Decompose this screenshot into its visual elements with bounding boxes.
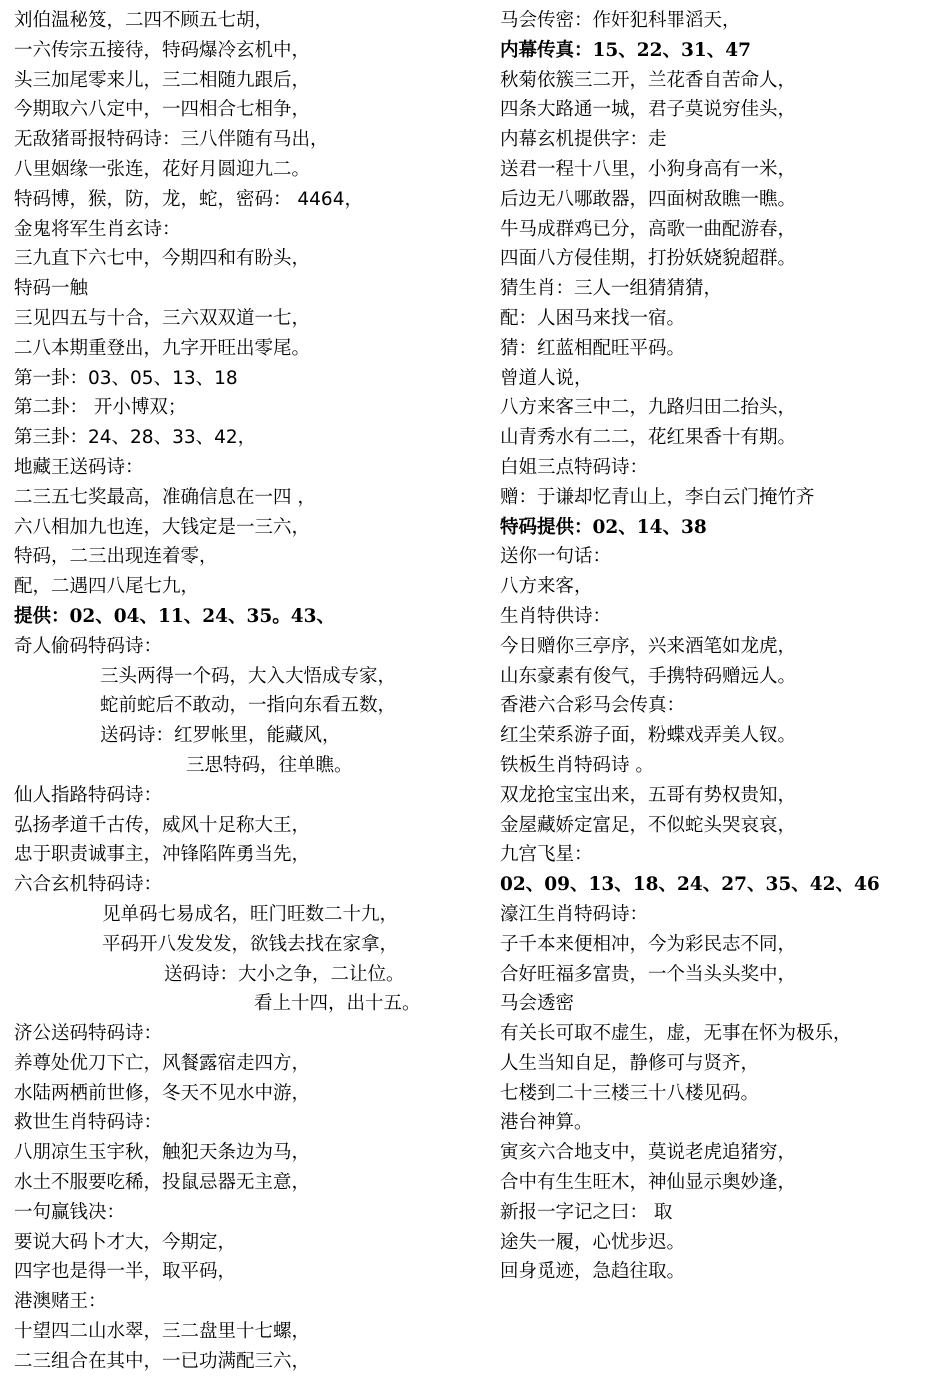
text-line: 第一卦：03、05、13、18 xyxy=(14,367,238,389)
text-line: 第三卦：24、28、33、42， xyxy=(14,427,257,449)
section-heading: 送你一句话： xyxy=(500,546,612,568)
text-line: 三头两得一个码，大入大悟成专家， xyxy=(100,665,397,687)
text-line: 四面八方侵佳期，打扮妖娆貌超群。 xyxy=(500,248,797,270)
text-line: 一六传宗五接待，特码爆冷玄机中， xyxy=(14,39,311,61)
text-line: 头三加尾零来儿，三二相随九跟后， xyxy=(14,69,311,91)
text-line: 今日赠你三亭序，兴来酒笔如龙虎， xyxy=(500,635,797,657)
text-line: 回身觅迹，急趋往取。 xyxy=(500,1261,686,1283)
text-line: 四字也是得一半，取平码， xyxy=(14,1261,237,1283)
section-heading: 地藏王送码诗： xyxy=(14,456,144,478)
section-heading: 仙人指路特码诗： xyxy=(14,784,163,806)
text-line: 合中有生生旺木，神仙显示奥妙逢， xyxy=(500,1172,797,1194)
text-line: 弘扬孝道千古传，威风十足称大王， xyxy=(14,814,311,836)
text-line: 八方来客， xyxy=(500,576,593,598)
text-line: 八里姻缘一张连，花好月圆迎九二。 xyxy=(14,158,311,180)
text-line: 水陆两栖前世修，冬天不见水中游， xyxy=(14,1082,311,1104)
text-line: 人生当知自足，静修可与贤齐， xyxy=(500,1052,760,1074)
text-line: 特码一触 xyxy=(14,278,89,300)
text-line: 二三五七奖最高，准确信息在一四 ， xyxy=(14,486,316,508)
text-line: 七楼到二十三楼三十八楼见码。 xyxy=(500,1082,760,1104)
text-line: 猜：红蓝相配旺平码。 xyxy=(500,337,686,359)
section-heading: 白姐三点特码诗： xyxy=(500,456,649,478)
text-line: 八方来客三中二，九路归田二抬头， xyxy=(500,397,797,419)
section-heading: 济公送码特码诗： xyxy=(14,1023,163,1045)
text-line: 新报一字记之曰： 取 xyxy=(500,1201,673,1223)
text-line: 有关长可取不虚生，虚，无事在怀为极乐， xyxy=(500,1023,852,1045)
text-line: 二八本期重登出，九字开旺出零尾。 xyxy=(14,337,311,359)
text-line: 子千本来便相冲，今为彩民志不同， xyxy=(500,933,797,955)
text-line: 后边无八哪敢器，四面树敌瞧一瞧。 xyxy=(500,188,797,210)
text-line: 送码诗：红罗帐里，能藏风， xyxy=(100,725,341,747)
text-line: 山青秀水有二二，花红果香十有期。 xyxy=(500,427,797,449)
text-line: 无敌猪哥报特码诗：三八伴随有马出， xyxy=(14,129,329,151)
text-line: 十望四二山水翠，三二盘里十七螺， xyxy=(14,1321,311,1343)
text-line: 配：人困马来找一宿。 xyxy=(500,307,686,329)
section-heading: 曾道人说， xyxy=(500,367,593,389)
number-line: 提供：02、04、11、24、35。43、 xyxy=(14,605,335,627)
text-line: 猜生肖：三人一组猜猜猜， xyxy=(500,278,723,300)
text-line: 红尘荣系游子面，粉蝶戏弄美人钗。 xyxy=(500,725,797,747)
text-line: 内幕玄机提供字：走 xyxy=(500,129,667,151)
section-heading: 濠江生肖特码诗： xyxy=(500,903,649,925)
text-line: 特码，二三出现连着零， xyxy=(14,546,218,568)
text-line: 蛇前蛇后不敢动，一指向东看五数， xyxy=(100,695,397,717)
section-heading: 金鬼将军生肖玄诗： xyxy=(14,218,181,240)
section-heading: 马会透密 xyxy=(500,993,575,1015)
right-column xyxy=(500,6,930,1287)
text-line: 配，二遇四八尾七九， xyxy=(14,576,200,598)
left-column xyxy=(14,6,484,1377)
section-heading: 港台神算。 xyxy=(500,1112,593,1134)
section-heading: 铁板生肖特码诗 。 xyxy=(500,754,654,776)
text-line: 三见四五与十合，三六双双道一七， xyxy=(14,307,311,329)
text-line: 二三组合在其中，一已功满配三六， xyxy=(14,1350,311,1372)
text-line: 三思特码，往单瞧。 xyxy=(186,754,353,776)
text-line: 看上十四，出十五。 xyxy=(254,993,421,1015)
text-line: 马会传密：作奸犯科罪滔天， xyxy=(500,10,741,31)
text-line: 四条大路通一城，君子莫说穷佳头， xyxy=(500,99,797,121)
text-line: 八朋凉生玉宇秋，触犯天条边为马， xyxy=(14,1142,311,1164)
text-line: 水土不服要吃稀，投鼠忌器无主意， xyxy=(14,1172,311,1194)
text-line: 今期取六八定中，一四相合七相争， xyxy=(14,99,311,121)
number-line: 内幕传真：15、22、31、47 xyxy=(500,39,751,61)
section-heading: 六合玄机特码诗： xyxy=(14,874,163,896)
text-line: 牛马成群鸡已分，高歌一曲配游春， xyxy=(500,218,797,240)
text-line: 第二卦： 开小博双； xyxy=(14,397,187,419)
text-line: 养尊处优刀下亡，风餐露宿走四方， xyxy=(14,1052,311,1074)
text-line: 忠于职责诚事主，冲锋陷阵勇当先， xyxy=(14,844,311,866)
section-heading: 香港六合彩马会传真： xyxy=(500,695,686,717)
text-line: 途失一履，心忧步迟。 xyxy=(500,1231,686,1253)
text-line: 刘伯温秘笈，二四不顾五七胡， xyxy=(14,10,274,31)
text-line: 三九直下六七中，今期四和有盼头， xyxy=(14,248,311,270)
section-heading: 救世生肖特码诗： xyxy=(14,1112,163,1134)
text-line: 见单码七易成名，旺门旺数二十九， xyxy=(102,903,399,925)
text-line: 合好旺福多富贵，一个当头头奖中， xyxy=(500,963,797,985)
text-line: 山东豪素有俊气，手携特码赠远人。 xyxy=(500,665,797,687)
number-line: 特码提供：02、14、38 xyxy=(500,516,707,538)
section-heading: 港澳赌王： xyxy=(14,1291,107,1313)
text-line: 特码博，猴，防，龙，蛇，密码： 4464， xyxy=(14,188,363,210)
section-heading: 生肖特供诗： xyxy=(500,605,612,627)
text-line: 送君一程十八里，小狗身高有一米， xyxy=(500,158,797,180)
text-line: 六八相加九也连，大钱定是一三六， xyxy=(14,516,311,538)
section-heading: 一句赢钱决： xyxy=(14,1201,126,1223)
number-line: 02、09、13、18、24、27、35、42、46 xyxy=(500,874,880,896)
text-line: 平码开八发发发，欲钱去找在家拿， xyxy=(102,933,399,955)
text-line: 秋菊依簇三二开，兰花香自苦命人， xyxy=(500,69,797,91)
text-line: 要说大码卜才大，今期定， xyxy=(14,1231,237,1253)
text-line: 送码诗：大小之争，二让位。 xyxy=(164,963,405,985)
section-heading: 奇人偷码特码诗： xyxy=(14,635,163,657)
text-line: 赠：于谦却忆青山上，李白云门掩竹齐 xyxy=(500,486,815,508)
text-line: 寅亥六合地支中，莫说老虎追猪穷， xyxy=(500,1142,797,1164)
text-line: 双龙抢宝宝出来，五哥有势权贵知， xyxy=(500,784,797,806)
section-heading: 九宫飞星： xyxy=(500,844,593,866)
text-line: 金屋藏娇定富足，不似蛇头哭哀哀， xyxy=(500,814,797,836)
